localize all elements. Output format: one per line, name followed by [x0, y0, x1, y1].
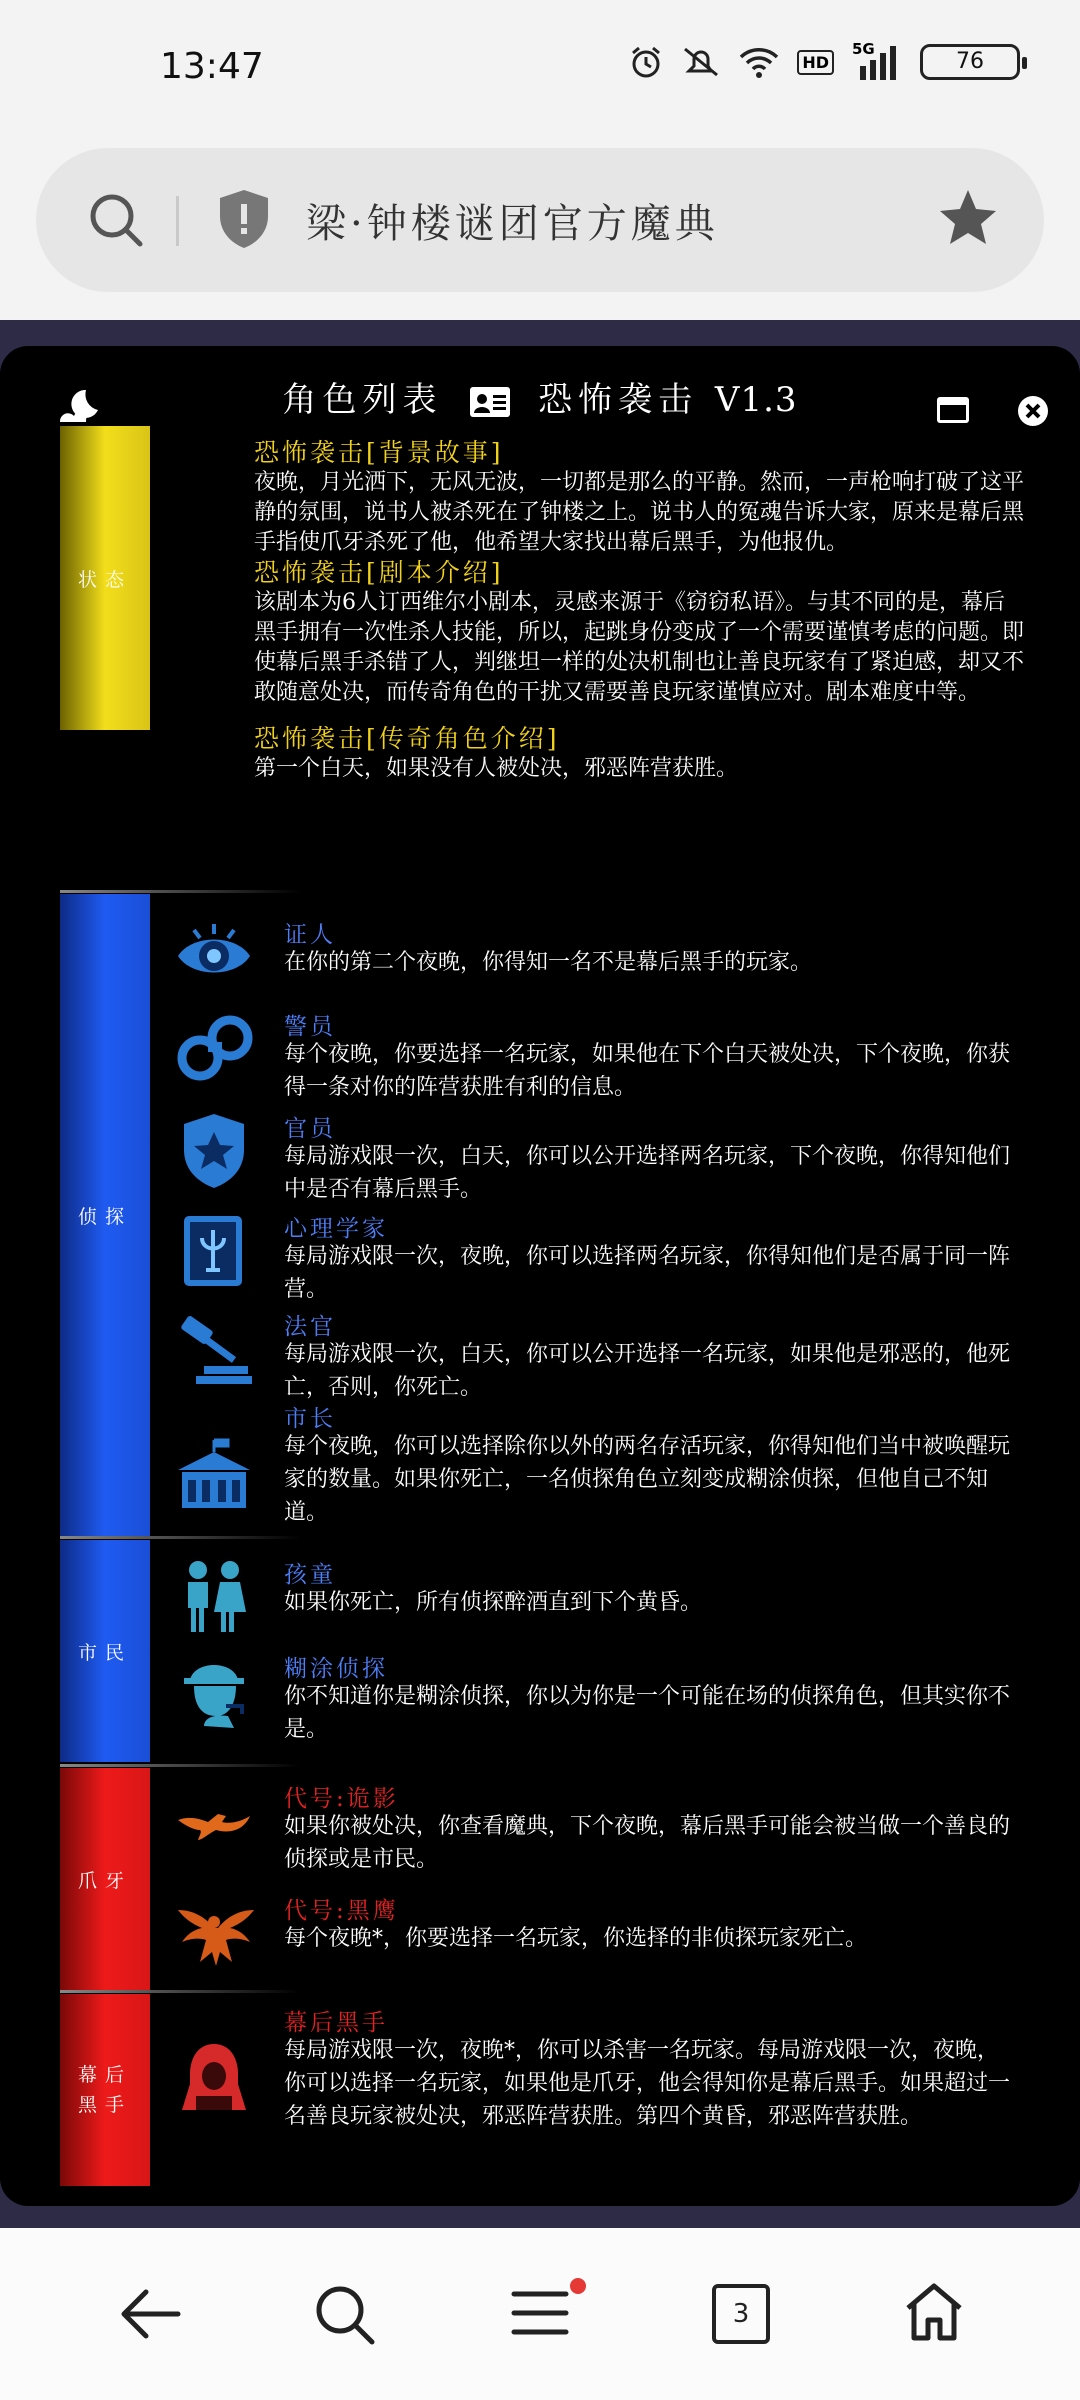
- story-bg-title: 恐怖袭击[背景故事]: [254, 438, 504, 467]
- team-bar-minion: 爪牙: [60, 1768, 150, 1990]
- role-desc: 每个夜晚*，你要选择一名玩家，你选择的非侦探玩家死亡。: [284, 1926, 868, 1951]
- battery-icon: 76: [920, 44, 1020, 80]
- role-name: 代号:黑鹰: [284, 1898, 399, 1924]
- status-icons: [629, 40, 1020, 80]
- hooded-figure-icon: [174, 2038, 254, 2118]
- role-name: 心理学家: [284, 1216, 388, 1242]
- mute-icon: [681, 45, 721, 79]
- title-script-name: 恐怖袭击: [538, 380, 699, 420]
- role-desc: 如果你死亡，所有侦探醉酒直到下个黄昏。: [284, 1590, 703, 1615]
- status-bar: [0, 0, 1080, 140]
- role-desc: 你不知道你是糊涂侦探，你以为你是一个可能在场的侦探角色，但其实你不是。: [284, 1684, 1011, 1742]
- handcuffs-icon: [174, 1008, 254, 1088]
- card-view-icon[interactable]: [936, 396, 970, 424]
- back-arrow-icon[interactable]: [118, 2286, 182, 2342]
- role-name: 市长: [284, 1406, 336, 1432]
- address-separator: [176, 196, 179, 246]
- story-legend-text: 第一个白天，如果没有人被处决，邪恶阵营获胜。: [254, 756, 739, 781]
- detective-icon: [174, 1650, 254, 1730]
- panel-title: [0, 372, 1080, 421]
- eagle-icon: [174, 1892, 254, 1972]
- role-desc: 每局游戏限一次，夜晚*，你可以杀害一名玩家。每局游戏限一次，夜晚，你可以选择一名玩家，如果他是爪牙，他会得知你是幕后黑手。如果超过一名善良玩家被处决，邪恶阵营获胜。第四个黄昏，邪恶阵营获胜。: [284, 2038, 1011, 2129]
- team-bar-citizen: 市民: [60, 1540, 150, 1762]
- notification-dot: [570, 2278, 586, 2294]
- divider: [60, 1764, 300, 1767]
- townhall-icon: [174, 1434, 254, 1514]
- role-name: 证人: [284, 922, 336, 948]
- story-bg-text: 夜晚，月光洒下，无风无波，一切都是那么的平静。然而，一声枪响打破了这平静的氛围，说书人被杀死在了钟楼之上。说书人的冤魂告诉大家，原来是幕后黑手指使爪牙杀死了他，他希望大家找出幕后黑手，为他报仇。: [254, 470, 1025, 555]
- gavel-icon: [174, 1308, 254, 1388]
- status-time: 13:47: [160, 46, 264, 87]
- story-intro-title: 恐怖袭击[剧本介绍]: [254, 558, 504, 587]
- home-icon[interactable]: [902, 2280, 966, 2342]
- bottom-navigation: [0, 2228, 1080, 2400]
- role-desc: 如果你被处决，你查看魔典，下个夜晚，幕后黑手可能会被当做一个善良的侦探或是市民。: [284, 1814, 1011, 1872]
- role-name: 官员: [284, 1116, 336, 1142]
- role-name: 法官: [284, 1314, 336, 1340]
- shield-icon[interactable]: [216, 188, 272, 250]
- role-desc: 每个夜晚，你要选择一名玩家，如果他在下个白天被处决，下个夜晚，你获得一条对你的阵营获胜有利的信息。: [284, 1042, 1011, 1100]
- address-text[interactable]: 梁·钟楼谜团官方魔典: [306, 201, 719, 247]
- story-intro-text: 该剧本为6人订西维尔小剧本，灵感来源于《窃窃私语》。与其不同的是，幕后黑手拥有一次性杀人技能，所以，起跳身份变成了一个需要谨慎考虑的问题。即使幕后黑手杀错了人，判继坦一样的处决机制也让善良玩家有了紧迫感，却又不敢随意处决，而传奇角色的干扰又需要善良玩家谨慎应对。剧本难度中等。: [254, 590, 1025, 705]
- divider: [60, 1536, 300, 1539]
- role-name: 警员: [284, 1014, 336, 1040]
- team-bar-status: 状态: [60, 426, 150, 730]
- team-bar-mastermind: 幕后黑手: [60, 1994, 150, 2186]
- address-bar[interactable]: [36, 148, 1044, 292]
- role-desc: 在你的第二个夜晚，你得知一名不是幕后黑手的玩家。: [284, 950, 813, 975]
- team-bar-detective: 侦探: [60, 894, 150, 1536]
- wifi-icon: [739, 45, 779, 79]
- id-card-icon: [469, 386, 511, 418]
- title-version: V1.3: [714, 380, 798, 420]
- role-desc: 每个夜晚，你可以选择除你以外的两名存活玩家，你得知他们当中被唤醒玩家的数量。如果你死亡，一名侦探角色立刻变成糊涂侦探，但他自己不知道。: [284, 1434, 1011, 1525]
- role-desc: 每局游戏限一次，白天，你可以公开选择两名玩家，下个夜晚，你得知他们中是否有幕后黑手。: [284, 1144, 1011, 1202]
- story-legend-title: 恐怖袭击[传奇角色介绍]: [254, 724, 560, 753]
- role-panel: [0, 346, 1080, 2206]
- role-name: 糊涂侦探: [284, 1656, 388, 1682]
- story-section: [254, 438, 1024, 784]
- signal-icon: 5G: [852, 44, 902, 80]
- search-icon[interactable]: [86, 190, 146, 250]
- tabs-button[interactable]: 3: [712, 2284, 770, 2344]
- divider: [60, 890, 300, 893]
- role-name: 幕后黑手: [284, 2010, 388, 2036]
- close-icon[interactable]: [1016, 394, 1050, 428]
- role-name: 孩童: [284, 1562, 336, 1588]
- search-icon[interactable]: [312, 2282, 376, 2346]
- divider: [60, 1990, 300, 1993]
- children-icon: [174, 1556, 254, 1636]
- role-desc: 每局游戏限一次，夜晚，你可以选择两名玩家，你得知他们是否属于同一阵营。: [284, 1244, 1011, 1302]
- title-role-list: 角色列表: [282, 380, 443, 420]
- alarm-icon: [629, 45, 663, 79]
- badge-icon: [174, 1110, 254, 1190]
- hd-icon: HD: [797, 50, 834, 75]
- eye-icon: [174, 916, 254, 996]
- star-icon[interactable]: [936, 186, 1000, 250]
- role-name: 代号:诡影: [284, 1786, 399, 1812]
- psych-book-icon: [174, 1210, 254, 1290]
- menu-icon[interactable]: [510, 2288, 570, 2338]
- role-desc: 每局游戏限一次，白天，你可以公开选择一名玩家，如果他是邪恶的，他死亡，否则，你死亡。: [284, 1342, 1011, 1400]
- fox-icon: [174, 1780, 254, 1860]
